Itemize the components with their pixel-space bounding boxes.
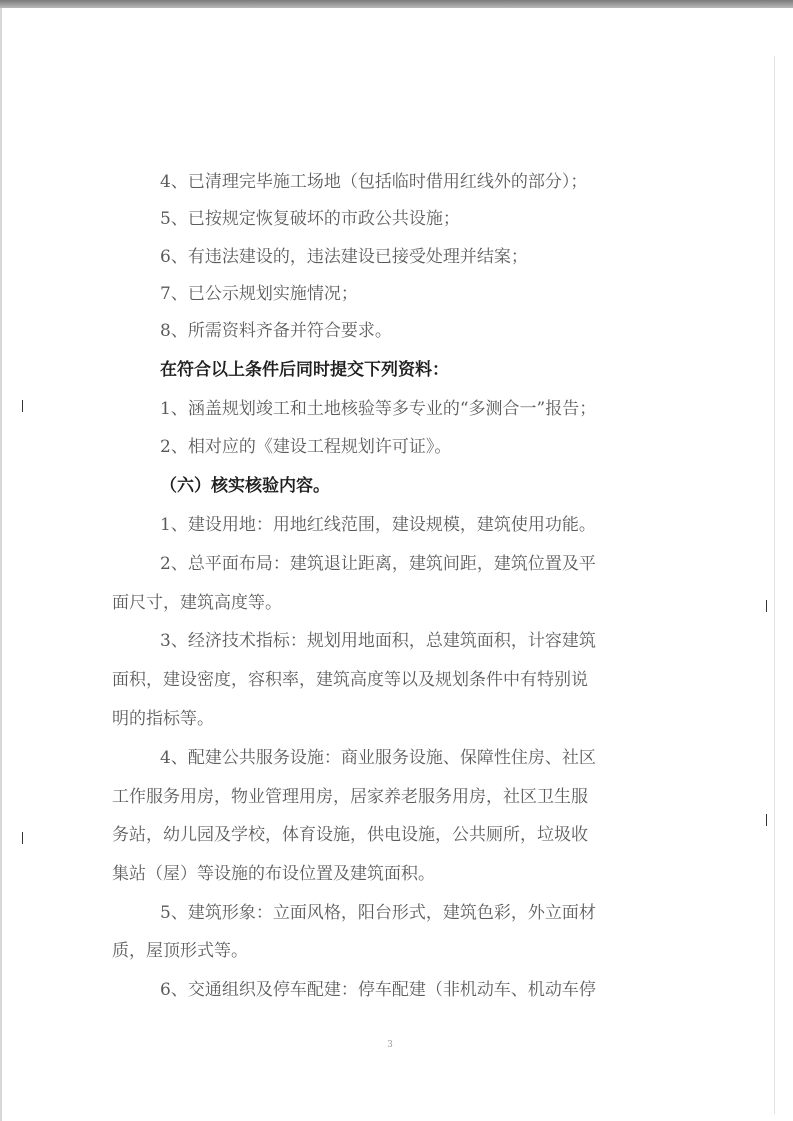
margin-mark	[766, 600, 767, 612]
paragraph-line: 集站（屋）等设施的布设位置及建筑面积。	[112, 864, 435, 884]
paragraph-line: 6、交通组织及停车配建：停车配建（非机动车、机动车停	[160, 980, 596, 1000]
margin-mark	[22, 832, 23, 844]
paragraph-line: 面积，建设密度，容积率，建筑高度等以及规划条件中有特别说	[112, 670, 588, 690]
paragraph-line: 务站，幼儿园及学校，体育设施，供电设施，公共厕所，垃圾收	[112, 825, 588, 845]
section-heading: （六）核实核验内容。	[160, 476, 330, 496]
paragraph-line: 3、经济技术指标：规划用地面积，总建筑面积，计容建筑	[160, 631, 596, 651]
paragraph-line: 5、建筑形象：立面风格，阳台形式，建筑色彩，外立面材	[160, 903, 596, 923]
list-item: 1、涵盖规划竣工和土地核验等多专业的“多测合一”报告；	[160, 399, 597, 419]
paragraph-line: 质，屋顶形式等。	[112, 941, 248, 961]
paragraph-line: 工作服务用房，物业管理用房，居家养老服务用房，社区卫生服	[112, 787, 588, 807]
margin-mark	[22, 400, 23, 412]
list-item: 4、已清理完毕施工场地（包括临时借用红线外的部分）；	[160, 172, 588, 192]
paragraph-line: 2、总平面布局：建筑退让距离，建筑间距，建筑位置及平	[160, 554, 596, 574]
paragraph-line: 4、配建公共服务设施：商业服务设施、保障性住房、社区	[160, 748, 596, 768]
list-item: 5、已按规定恢复破坏的市政公共设施；	[160, 209, 460, 229]
paragraph-line: 1、建设用地：用地红线范围，建设规模，建筑使用功能。	[160, 515, 596, 535]
list-item: 2、相对应的《建设工程规划许可证》。	[160, 437, 452, 457]
section-heading: 在符合以上条件后同时提交下列资料：	[160, 360, 449, 380]
margin-mark	[766, 814, 767, 826]
list-item: 6、有违法建设的，违法建设已接受处理并结案；	[160, 247, 528, 267]
list-item: 8、所需资料齐备并符合要求。	[160, 321, 392, 341]
paragraph-line: 明的指标等。	[112, 709, 214, 729]
scan-top-bar	[0, 0, 793, 8]
paragraph-line: 面尺寸，建筑高度等。	[112, 593, 282, 613]
scan-left-edge	[0, 8, 2, 1121]
list-item: 7、已公示规划实施情况；	[160, 284, 358, 304]
page-number: 3	[387, 1040, 393, 1050]
